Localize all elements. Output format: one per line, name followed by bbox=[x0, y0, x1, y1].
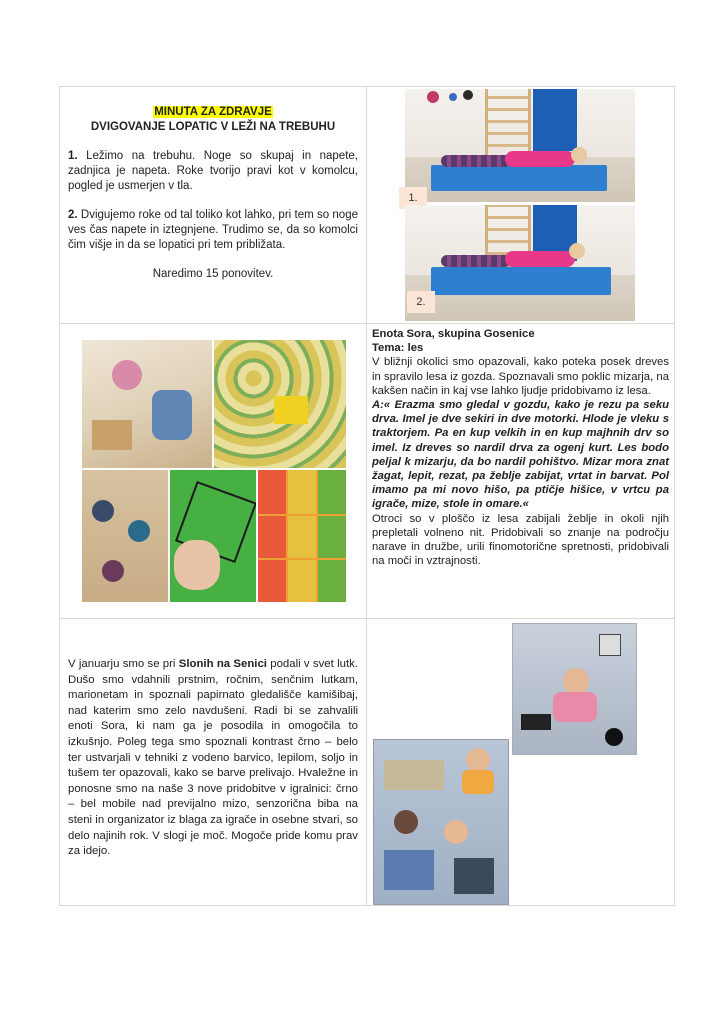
exercise-photo-2 bbox=[405, 205, 635, 321]
row-health bbox=[60, 87, 674, 324]
sora-heading: Enota Sora, skupina Gosenice bbox=[372, 328, 535, 340]
collage-photo-table bbox=[82, 340, 212, 468]
health-highlight: MINUTA ZA ZDRAVJE bbox=[154, 106, 272, 118]
exercise-title: DVIGOVANJE LOPATIC V LEŽI NA TREBUHU bbox=[90, 121, 336, 133]
exercise-step-1: 1. Ležimo na trebuhu. Noge so skupaj in napete, zadnjica je napeta. Roke tvorijo pravi kot v komolcu, pogled je usmerjen v tla. bbox=[68, 150, 358, 192]
senica-photos-cell bbox=[367, 619, 674, 905]
senica-photo-mobile bbox=[512, 623, 637, 755]
photo-label-1: 1. bbox=[399, 187, 427, 209]
woodwork-collage bbox=[82, 340, 346, 602]
sora-theme: Tema: les bbox=[372, 342, 424, 355]
exercise-photo-1 bbox=[405, 89, 635, 202]
exercise-step-2: 2. Dvigujemo roke od tal toliko kot lahko, pri tem so noge ves čas napete in iztegnjene. Trudimo se, da so komolci čim višje in da se lopatici pri tem približata. bbox=[68, 209, 358, 251]
collage-photo-children bbox=[82, 470, 168, 602]
sora-paragraph-1: V bližnji okolici smo opazovali, kako poteka posek dreves in spravilo lesa iz gozda. Spoznavali smo poklic mizarja, na kakšen način in kaj vse lahko ljudje pridobivamo iz lesa. bbox=[372, 356, 669, 397]
senica-photo-puppets bbox=[373, 739, 509, 905]
sora-paragraph-2: Otroci so v ploščo iz lesa zabijali žeblje in okoli njih prepletali volneno nit. Pridobivali so znanje na področju narave in družbe, urili finomotorične spretnosti, pridobivali na moči in vztrajnosti. bbox=[372, 512, 669, 568]
newsletter-table bbox=[59, 86, 675, 906]
row-sora bbox=[60, 324, 674, 619]
health-photos-cell bbox=[367, 87, 674, 323]
photo-label-2: 2. bbox=[407, 291, 435, 313]
sora-collage-cell bbox=[60, 324, 367, 618]
health-text-cell bbox=[60, 87, 367, 323]
exercise-repeat: Naredimo 15 ponovitev. bbox=[152, 268, 274, 280]
collage-photo-green-board bbox=[170, 470, 256, 602]
senica-paragraph: V januarju smo se pri Slonih na Senici podali v svet lutk. Dušo smo vdahnili prstnim, ročnim, senčnim lutkam, marionetam in spoznali papirnato gledališče kamišibaj, nad katerim smo zelo navdušeni. Radi bi se zahvalili enoti Sora, ki nam ga je posodila in omogočila to izkušnjo. Poleg tega smo spoznali kontrast črno – belo ter ustvarjali v tehniki z vodeno barvico, lepilom, soljo in tušem ter opazovali, kako se barve prelivajo. Hvaležne in ponosne smo na naše 3 nove pridobitve v igralnici: črno – bel mobile nad previjalno mizo, senzorična biba na steni in organizator iz blaga za igrače in osebne stvari, so delo najinih rok. V slogi je moč. Mogoče pride komu prav za idejo. bbox=[68, 658, 358, 858]
collage-photo-tablecloth bbox=[214, 340, 346, 468]
collage-photo-string-art bbox=[258, 470, 346, 602]
row-senica bbox=[60, 619, 674, 905]
sora-quote: A:« Erazma smo gledal v gozdu, kako je rezu pa seku drva. Imel je dve sekiri in dve motorki. Hlode je vleku s traktorjem. Pa en kup velkih in en kup majhnih drv so imel. Iz dreves so nardil drva za ogenj kurt. Les bodo peljal k mizarju, da bo nardil pohištvo. Mizar mora znat žagat, lepit, rezat, pa žeblje zabijat, vrtat in barvat. Pol imamo pa mi novo hišo, pa ptičje hišice, v vrtcu pa igrače, mize, stole in omare.« bbox=[372, 399, 669, 511]
sora-text-cell bbox=[367, 324, 674, 618]
senica-text-cell bbox=[60, 619, 367, 905]
